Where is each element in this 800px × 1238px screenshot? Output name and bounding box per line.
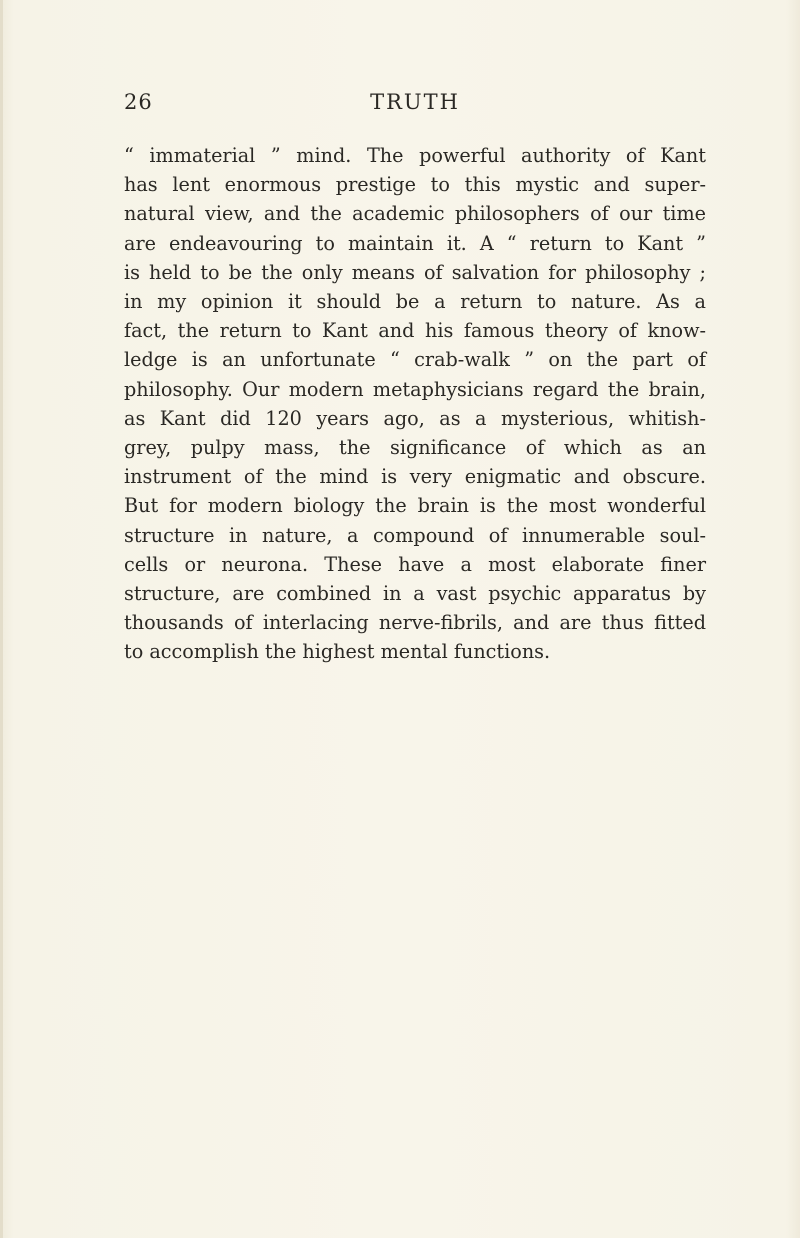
text-line: cells or neurona. These have a most elaborate finer [124, 552, 706, 576]
text-line: structure, are combined in a vast psychic apparatus by [124, 582, 706, 606]
page-edge-shadow [0, 0, 3, 1238]
text-line: fact, the return to Kant and his famous theory of know- [124, 319, 706, 343]
text-line: is held to be the only means of salvation for philosophy ; [124, 260, 706, 284]
text-line: philosophy. Our modern metaphysicians regard the brain, [124, 377, 706, 401]
page-number: 26 [124, 90, 153, 114]
text-line: in my opinion it should be a return to nature. As a [124, 290, 706, 314]
text-line: thousands of interlacing nerve-fibrils, and are thus fitted [124, 611, 706, 635]
text-line: as Kant did 120 years ago, as a mysterious, whitish- [124, 406, 706, 430]
running-head [124, 90, 706, 118]
text-line: has lent enormous prestige to this mystic and super- [124, 173, 706, 197]
text-line: are endeavouring to maintain it. A “ return to Kant ” [124, 231, 706, 255]
text-line: “ immaterial ” mind. The powerful authority of Kant [124, 144, 706, 167]
text-line: But for modern biology the brain is the most wonderful [124, 494, 706, 518]
text-line: structure in nature, a compound of innumerable soul- [124, 523, 706, 547]
text-line: ledge is an unfortunate “ crab-walk ” on the part of [124, 348, 706, 372]
running-title: TRUTH [370, 90, 460, 114]
text-line: natural view, and the academic philosophers of our time [124, 202, 706, 226]
text-line: instrument of the mind is very enigmatic and obscure. [124, 465, 706, 489]
body-paragraph [124, 141, 706, 667]
text-line-last: to accomplish the highest mental functions. [124, 640, 551, 664]
text-line: grey, pulpy mass, the significance of which as an [124, 436, 706, 460]
